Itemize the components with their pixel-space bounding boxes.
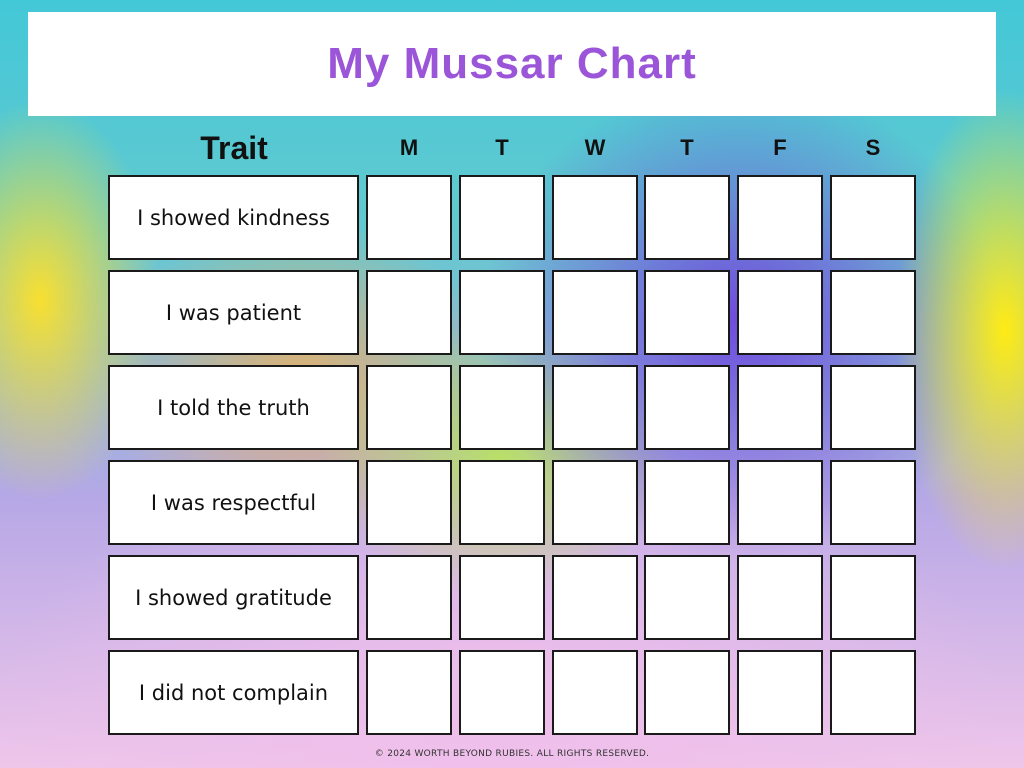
check-box[interactable] <box>644 270 730 355</box>
title-banner <box>28 12 996 116</box>
day-header-wednesday: W <box>584 135 606 160</box>
check-box[interactable] <box>737 175 823 260</box>
check-box[interactable] <box>366 555 452 640</box>
check-box[interactable] <box>737 650 823 735</box>
check-box[interactable] <box>830 650 916 735</box>
trait-label: I was patient <box>108 270 359 355</box>
check-box[interactable] <box>830 555 916 640</box>
check-box[interactable] <box>830 270 916 355</box>
check-box[interactable] <box>644 175 730 260</box>
check-box[interactable] <box>644 555 730 640</box>
check-box[interactable] <box>459 270 545 355</box>
trait-label: I told the truth <box>108 365 359 450</box>
check-box[interactable] <box>459 175 545 260</box>
check-box[interactable] <box>459 460 545 545</box>
day-header-friday: F <box>773 135 787 160</box>
copyright-footer: © 2024 WORTH BEYOND RUBIES. ALL RIGHTS RESERVED. <box>374 749 650 759</box>
check-box[interactable] <box>644 460 730 545</box>
check-box[interactable] <box>737 555 823 640</box>
check-box[interactable] <box>552 270 638 355</box>
trait-label: I did not complain <box>108 650 359 735</box>
day-header-tuesday: T <box>495 135 509 160</box>
day-header-monday: M <box>399 135 419 160</box>
check-box[interactable] <box>830 175 916 260</box>
check-box[interactable] <box>552 555 638 640</box>
day-header-thursday: T <box>680 135 694 160</box>
check-box[interactable] <box>552 650 638 735</box>
check-box[interactable] <box>459 650 545 735</box>
check-box[interactable] <box>737 460 823 545</box>
check-box[interactable] <box>366 270 452 355</box>
trait-label: I showed kindness <box>108 175 359 260</box>
check-box[interactable] <box>737 270 823 355</box>
check-box[interactable] <box>366 175 452 260</box>
chart-header-row <box>0 128 1024 168</box>
check-box[interactable] <box>737 365 823 450</box>
trait-label: I showed gratitude <box>108 555 359 640</box>
check-box[interactable] <box>552 460 638 545</box>
check-box[interactable] <box>644 365 730 450</box>
day-header-sunday: S <box>865 135 881 160</box>
check-box[interactable] <box>552 365 638 450</box>
check-box[interactable] <box>459 555 545 640</box>
check-box[interactable] <box>830 460 916 545</box>
trait-label: I was respectful <box>108 460 359 545</box>
page-title: My Mussar Chart <box>327 39 697 88</box>
check-box[interactable] <box>830 365 916 450</box>
check-box[interactable] <box>366 365 452 450</box>
check-box[interactable] <box>366 650 452 735</box>
trait-column-header: Trait <box>200 129 268 166</box>
check-box[interactable] <box>459 365 545 450</box>
check-box[interactable] <box>366 460 452 545</box>
check-box[interactable] <box>552 175 638 260</box>
check-box[interactable] <box>644 650 730 735</box>
